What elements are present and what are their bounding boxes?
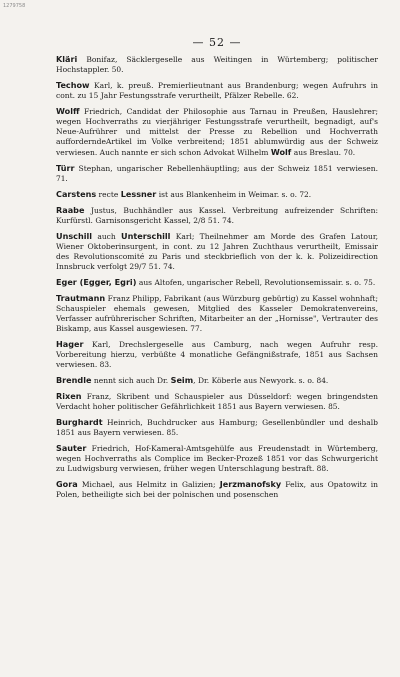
entry-name: Gora <box>56 478 78 489</box>
entry-text: nennt sich auch Dr. <box>91 376 171 385</box>
entry-text: auch <box>92 231 122 241</box>
entry-ref: 85. <box>164 427 179 437</box>
entry-ref: 70. <box>341 148 356 158</box>
entry-text-cont: , Dr. Köberle aus Newyork. s. o. <box>193 376 315 385</box>
entry <box>56 293 378 335</box>
entry-ref: 71. <box>56 174 68 184</box>
entry-text-cont: Felix, aus Opatowitz in Polen, betheiligte sich bei der polnischen und posenschen <box>56 479 379 499</box>
entry-ref: 85. <box>325 401 340 411</box>
entry-text-cont: Karl; Theilnehmer am Morde des Grafen Latour, Wiener Oktoberinsurgent, in cont. zu 12 Jahren Zuchthaus verurtheilt, Emissair des Revolutionscomité zu Paris und steckbrieflich von der k. k. Polizeidirection Innsbruck verfolgt 29/7 51. <box>56 231 379 272</box>
entry <box>56 205 378 226</box>
corner-mark: 1279758 <box>3 3 26 9</box>
entry-name: Brendle <box>56 375 92 385</box>
entry <box>56 443 378 474</box>
entry-alias: Seim <box>170 375 194 385</box>
entry-ref: 50. <box>109 65 124 75</box>
entry-ref: 72. <box>296 190 312 200</box>
entry-name: Burghardt <box>56 416 103 427</box>
entry-ref: 77. <box>187 324 203 334</box>
entry-name: Trautmann <box>56 292 106 303</box>
entry-text: Bonifaz, Säcklergeselle aus Weitingen in Würtemberg; politischer Hochstappler. <box>56 55 378 75</box>
entry-text: Franz, Skribent und Schauspieler aus Düsseldorf: wegen bringendsten Verdacht hoher politischer Gefährlichkeit 1851 aus Bayern verwiesen. <box>56 391 378 411</box>
entry <box>56 163 378 184</box>
entry-name: Türr <box>56 163 75 174</box>
entry <box>56 479 378 500</box>
entry <box>56 106 378 159</box>
entry-text-cont: ist aus Blankenheim in Weimar. s. o. <box>156 190 297 200</box>
entry <box>56 277 378 288</box>
entry <box>56 231 378 273</box>
entry-name: Wolff <box>56 105 80 116</box>
entry <box>56 417 378 438</box>
entry-name: Unschill <box>56 230 93 241</box>
entry-text: aus Altofen, ungarischer Rebell, Revolutionsemissair. s. o. <box>136 277 362 287</box>
entry-text: recte <box>96 190 121 200</box>
document-page <box>56 36 378 505</box>
entry-text: Friedrich, Hof-Kameral-Amtsgehülfe aus Freudenstadt in Würtemberg, wegen Hochverraths als Complice im Becker-Prozeß 1851 vor das Schwurgericht zu Ludwigsburg verwiesen, früher wegen Unterschlagung bestraft. <box>56 443 378 473</box>
entry <box>56 189 378 200</box>
entry-text: Heinrich, Buchdrucker aus Hamburg; Gesellenbündler und deshalb 1851 aus Bayern verwiesen. <box>56 417 378 437</box>
entry-ref: 88. <box>314 463 329 473</box>
entry-name: Sauter <box>56 442 87 453</box>
entry-ref: 83. <box>97 360 112 370</box>
entry-name: Techow <box>56 79 90 90</box>
entry-alias: Wolf <box>270 147 292 158</box>
entry-name: Carstens <box>56 189 97 200</box>
entry-ref: 74. <box>160 262 175 272</box>
entry-ref: 84. <box>314 376 329 385</box>
entry-ref: 74. <box>219 216 234 225</box>
entry <box>56 391 378 412</box>
entry-text: Friedrich, Candidat der Philosophie aus Tarnau in Preußen, Hauslehrer; wegen Hochverraths zu vierjähriger Festungsstrafe verurtheilt, begnadigt, auf's Neue-Aufrührer und mittelst der Presse zu Rebellion und Hochverrath aufforderndeArtikel im Volke verbreitend; 1851 ablumwürdig aus der Schweiz verwiesen. Auch nannte er sich schon Advokat Wilhelm <box>56 106 378 158</box>
entry-alias: Lessner <box>120 189 157 200</box>
page-number: — 52 — <box>192 36 242 49</box>
entry-ref: 62. <box>284 91 299 101</box>
entry-name: Hager <box>56 338 84 349</box>
entry-name: Rixen <box>56 390 82 401</box>
entry <box>56 339 378 370</box>
entry-text: Michael, aus Helmitz in Galizien; <box>77 479 220 489</box>
entry-text: Justus, Buchhändler aus Kassel. Verbreitung aufreizender Schriften: Kurfürstl. Garnisonsgericht Kassel, 2/8 51. <box>56 205 378 225</box>
entry <box>56 375 378 386</box>
entry-ref: 75. <box>361 277 376 287</box>
entry-text: Stephan, ungarischer Rebellenhäuptling; aus der Schweiz 1851 verwiesen. <box>74 164 378 174</box>
entry <box>56 54 378 75</box>
entry-name: Eger (Egger, Egri) <box>56 276 137 287</box>
entry-name: Kläri <box>56 54 78 64</box>
entry-text: Franz Philipp, Fabrikant (aus Würzburg gebürtig) zu Kassel wohnhaft; Schauspieler ehemals gewesen, Mitglied des Kasseler Demokratenvereins, Verfasser aufrührerischer Schriften, Mitarbeiter an der „Hornisse", Vertrauter des Biskamp, aus Kassel ausgewiesen. <box>56 293 378 334</box>
entry-text: Karl, k. preuß. Premierlieutnant aus Brandenburg; wegen Aufruhrs in cont. zu 15 Jahr Festungsstrafe verurtheilt, Pfälzer Rebelle. <box>56 80 378 101</box>
entry-text-cont: aus Breslau. <box>291 148 342 158</box>
entry-text: Karl, Drechslergeselle aus Camburg, nach wegen Aufruhr resp. Vorbereitung hierzu, verbüßte 4 monatliche Gefängnißstrafe, 1851 aus Sachsen verwiesen. <box>56 339 378 370</box>
entry-alias: Unterschill <box>121 230 171 241</box>
entry <box>56 80 378 101</box>
entry-alias: Jerzmanofsky <box>219 478 282 489</box>
entry-name: Raabe <box>56 204 85 215</box>
